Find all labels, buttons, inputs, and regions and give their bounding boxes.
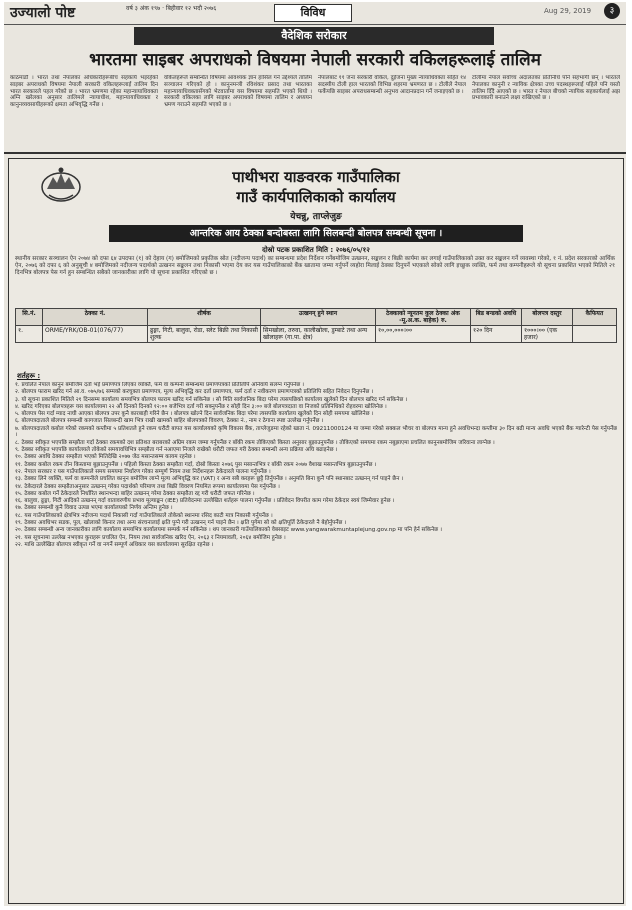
article-headline: भारतमा साइबर अपराधको विषयमा नेपाली सरकारी वकिलहरूलाई तालिम bbox=[89, 50, 541, 70]
table-cell: १२० दिन bbox=[471, 326, 522, 343]
condition-item: ११. ठेक्का कबोल रकम तीन किस्तामा बुझाउनुपर्नेछ । पहिलो किस्ता ठेक्का सम्झौता गर्दा, दोस्रो किस्ता २०७६ पुस मसान्तभित्र र बाँकी रकम २०७७ वैशाख मसान्तभित्र बुझाउनुपर्नेछ । bbox=[15, 461, 377, 468]
column-header: कैफियत bbox=[573, 309, 617, 326]
page-header bbox=[4, 2, 626, 25]
condition-item: ३. यो सूचना प्रकाशित मितिले २१ दिनसम्म कार्यालय समयभित्र बोलपत्र फाराम खरिद गर्न सकिनेछ । सो मिति सार्वजनिक बिदा परेमा त्यसपछिको कार्यालय खुलेको दिन बोलपत्र खरिद गर्न सकिनेछ । bbox=[15, 396, 408, 403]
tender-notice bbox=[8, 158, 624, 904]
condition-item: १८. यस गाउँपालिकाको क्षेत्रभित्र नदीजन्य पदार्थ निकासी गर्दा गाउँपालिकाले तोकेको स्थानमा रसिद काटी मात्र निकासी गर्नुपर्नेछ । bbox=[15, 512, 273, 519]
table-cell: १०००।०० (एक हजार) bbox=[522, 326, 573, 343]
article-body bbox=[10, 75, 620, 147]
condition-item: ८. ठेक्का स्वीकृत भएपछि सम्झौता गर्दा ठेक्का रकमको दश प्रतिशत बराबरको अग्रिम रकम जम्मा गर्नुपर्नेछ र बाँकी रकम तोकिएको किस्ता अनुसार बुझाउनुपर्नेछ । तोकिएको समयमा रकम नबुझाएमा प्रचलित कानुनबमोजिम जरिवाना लाग्नेछ । bbox=[15, 439, 495, 446]
section-banner: वैदेशिक सरोकार bbox=[134, 27, 494, 45]
condition-item: १३. ठेक्का लिने व्यक्ति, फर्म वा कम्पनीले प्रचलित कानुन बमोजिम लाग्ने मूल्य अभिवृद्धि कर (VAT) र अन्य सबै करहरू छुट्टै तिर्नुपर्नेछ । अनुमति बिना कुनै पनि स्थानबाट उत्खनन् गर्न पाइने छैन । bbox=[15, 476, 404, 483]
condition-item: ५. बोलपत्र पेस गर्दा म्याद नाघी आएका बोलपत्र उपर कुनै कारबाही गरिने छैन । बोलपत्र खोल्ने दिन सार्वजनिक बिदा परेमा त्यसपछि कार्यालय खुलेको दिन सोही समयमा खोलिनेछ । bbox=[15, 411, 374, 418]
table-cell: ढुङ्गा, गिटी, बालुवा, रोडा, स्लेट बिक्री तथा निकासी शुल्क bbox=[148, 326, 261, 343]
divider bbox=[4, 152, 626, 154]
condition-item: १०. ठेक्का अवधि ठेक्का सम्झौता भएको मितिदेखि २०७७ जेठ मसान्तसम्म कायम रहनेछ । bbox=[15, 454, 196, 461]
condition-item: १७. ठेक्का सम्बन्धी कुनै विवाद उत्पन्न भएमा कार्यालयको निर्णय अन्तिम हुनेछ । bbox=[15, 505, 173, 512]
table-header-row bbox=[16, 309, 617, 326]
conditions-heading: शर्तहरू : bbox=[17, 372, 41, 380]
newspaper-page bbox=[4, 2, 626, 906]
masthead: उज्यालो पोष्ट bbox=[10, 5, 76, 21]
tender-table bbox=[15, 308, 617, 343]
org-address: येचन्नु, ताप्लेजुङ bbox=[290, 212, 342, 222]
column-header: ठेक्काको न्यूनतम कुल ठेक्का अंक -मू.अ.क. बाहेक) रु. bbox=[376, 309, 471, 326]
condition-item: ६. बोलपत्रदाताले बोलपत्र सम्बन्धी कागजात सिलबन्दी खाम भित्र राखी खामको बाहिर बोलपत्रको विवरण, ठेक्का नं., नाम र ठेगाना स्पष्ट उल्लेख गर्नुपर्नेछ । bbox=[15, 418, 324, 425]
notice-title: आन्तरिक आय ठेक्का बन्दोबस्ता लागि सिलबन्दी बोलपत्र सम्बन्धी सूचना । bbox=[109, 225, 523, 242]
section-label: विविध bbox=[274, 4, 352, 22]
column-header: उत्खनन् हुने स्थान bbox=[261, 309, 376, 326]
table-cell: सिमखोला, तरुवा, कालीखोला, डुम्बाटे तथा अन्य खोलाहरू (गा.पा. क्षेत्र) bbox=[261, 326, 376, 343]
condition-item: १. प्रचलित नेपाल कानुन बमोजिम दर्ता भई प्रमाणपत्र लिएका व्यक्ति, फर्म वा कम्पनी सम्बन्धमा प्रमाणपत्रको प्रतिलिपि अनिवार्य संलग्न गर्नुपर्नेछ । bbox=[15, 382, 305, 388]
condition-item: २०. ठेक्का सम्बन्धी अन्य जानकारीका लागि कार्यालय समयभित्र कार्यालयमा सम्पर्क गर्न सकिनेछ । थप जानकारी गाउँपालिकाको वेबसाइट www.yangwarakmuntaplejung.gov.np मा पनि हेर्न सकिनेछ । bbox=[15, 527, 442, 534]
condition-item: ७. बोलपत्रदाताले कबोल गरेको रकमको कम्तीमा ५ प्रतिशतले हुने रकम धरौटी बापत यस कार्यालयको कृषि विकास बैंक, ताप्लेजुङमा रहेको खाता नं. 09211000124 मा जम्मा गरेको सक्कल भौचर वा बोलपत्र मान्य हुने अवधिभन्दा कम्तीमा ३० दिन बढी मान्य अवधि भएको बैंक ग्यारेन्टी पेस गर्नुपर्नेछ । bbox=[15, 425, 617, 439]
column-header: ठेक्का नं. bbox=[43, 309, 148, 326]
org-name-line1: पाथीभरा याङवरक गाउँपालिका bbox=[232, 168, 400, 186]
article-column: काठमाडौं । भारत तथा नेपालका अधिकारीहरूबीच सहकार्य भइरहेको साइबर अपराधको विषयमा नेपाली सरकारी वकिलहरूलाई तालिम दिन भारत सरकारले पहल गरेको छ । भारत भ्रमणमा रहेका महान्यायाधिवक्ता अग्नि खरेलका अनुसार तालिमले न्यायाधीश, महान्यायाधिवक्ता र कानुनव्यवसायीहरूको क्षमता अभिवृद्धि गर्नेछ । bbox=[10, 75, 158, 109]
table-cell bbox=[573, 326, 617, 343]
condition-item: ४. खरिद गरिएका बोलपत्रहरू यस कार्यालयमा २२ औं दिनको दिनको १२:०० बजेभित्र दर्ता गरी सक्नुपर्नेछ र सोही दिन ३:०० बजे बोलपत्रदाता वा निजको प्रतिनिधिको रोहवरमा खोलिनेछ । bbox=[15, 403, 387, 410]
org-name-line2: गाउँ कार्यपालिकाको कार्यालय bbox=[236, 188, 396, 206]
table-cell: १०,००,०००।०० bbox=[376, 326, 471, 343]
table-cell: ORME/YRK/OB-01(076/77) bbox=[43, 326, 148, 343]
print-date: Aug 29, 2019 bbox=[544, 7, 592, 15]
table-cell: १. bbox=[16, 326, 43, 343]
publication-date: दोस्रो पटक प्रकाशित मिति : २०७६/०५/१२ bbox=[262, 246, 370, 254]
article-column: नेपालबाट ११ जना सरकारी वकिल, दुईजना मुख्य न्यायाधिवक्ता सहित १४ सदस्यीय टोली हाल भारतको विभिन्न शहरमा भ्रमणरत छ । टोलीले नेपाल फर्केपछि साइबर अपराधसम्बन्धी अनुभव आदानप्रदान गर्ने जनाइएको छ । bbox=[318, 75, 466, 95]
condition-item: १४. ठेकेदारले ठेक्का सम्झौताअनुसार उत्खनन् गरेका पदार्थको परिमाण तथा बिक्री विवरण नियमित रूपमा कार्यालयमा पेस गर्नुपर्नेछ । bbox=[15, 483, 280, 490]
condition-item: २. बोलपत्र फाराम खरिद गर्न आ.व. ०७५/७६ सम्मको करचुक्ता प्रमाणपत्र, मूल्य अभिवृद्धि कर दर्ता प्रमाणपत्र, फर्म दर्ता र नवीकरण प्रमाणपत्रको प्रतिलिपि सहित निवेदन दिनुपर्नेछ । bbox=[15, 389, 374, 396]
condition-item: १९. ठेक्का अवधिभर सडक, पुल, खोलाको किनार तथा अन्य संरचनालाई क्षति पुग्ने गरी उत्खनन् गर्न पाइने छैन । क्षति पुगेमा सो को क्षतिपूर्ति ठेकेदारले नै बेहोर्नुपर्नेछ । bbox=[15, 520, 347, 527]
condition-item: १६. बालुवा, ढुङ्गा, गिटी आदिको उत्खनन् गर्दा वातावरणीय प्रभाव मूल्याङ्कन (IEE) प्रतिवेदनमा उल्लेखित शर्तहरू पालना गर्नुपर्नेछ । प्रतिवेदन विपरीत काम गरेमा ठेकेदार स्वयं जिम्मेवार हुनेछ । bbox=[15, 498, 395, 505]
article-column: वकिलहरूले सम्बन्धित विषयमा आवश्यक ज्ञान हासिल गर्ने उद्देश्यले तालिम सञ्चालन गरिएको हो । कानुनमन्त्री रविशंकर प्रसाद तथा भारतका महान्यायाधिवक्तासँगको भेटवार्तामा यस विषयमा सहमति भएको थियो । सरकारी वकिलका लागि साइबर अपराधको विषयमा तालिम र अध्ययन भ्रमण गराउने सहमति भएको छ । bbox=[164, 75, 312, 109]
condition-item: १२. नेपाल सरकार र यस गाउँपालिकाले समय समयमा निर्धारण गरेका सम्पूर्ण नियम तथा निर्देशनहरू ठेकेदारले पालना गर्नुपर्नेछ । bbox=[15, 468, 271, 475]
page-number: ३ bbox=[604, 3, 620, 19]
condition-item: २१. यस सूचनामा उल्लेख नभएका कुराहरू प्रचलित ऐन, नियम तथा सार्वजनिक खरिद ऐन, २०६३ र नियमावली, २०६४ बमोजिम हुनेछ । bbox=[15, 534, 286, 541]
table-row bbox=[16, 326, 617, 343]
condition-item: २२. माथि उल्लेखित बोलपत्र स्वीकृत गर्ने वा नगर्ने सम्पूर्ण अधिकार यस कार्यालयमा सुरक्षित रहनेछ । bbox=[15, 541, 214, 548]
condition-item: १५. ठेक्का कबोल गर्ने ठेकेदारले निर्धारित स्थानभन्दा बाहिर उत्खनन् गरेमा ठेक्का सम्झौता रद्द गरी धरौटी जफत गरिनेछ । bbox=[15, 490, 255, 497]
column-header: बोलपत्र दस्तुर bbox=[522, 309, 573, 326]
condition-item: ९. ठेक्का स्वीकृत भएपछि कार्यालयले तोकेको समयावधिभित्र सम्झौता गर्न नआएमा निजले राखेको धरौटी जफत गरी ठेक्का सम्बन्धी अन्य प्रक्रिया अघि बढाइनेछ । bbox=[15, 447, 338, 454]
conditions-list bbox=[15, 382, 617, 898]
issue-info: वर्ष ३ अंक १९७ · बिहीवार १२ भदौ २०७६ bbox=[126, 5, 217, 12]
column-header: बिड बन्डको अवधि bbox=[471, 309, 522, 326]
article-column: टोलीमा नेपाल सर्वोच्च अदालतका प्रतिनिधि पनि सहभागी छन् । भारतले नेपालका कानुनी र न्यायिक क्षेत्रका उच्च पदस्थहरूलाई पहिले पनि यस्तो तालिम दिँदै आएको छ । भारत र नेपाल बीचको न्यायिक सहकार्यलाई अझ प्रभावकारी बनाउने लक्ष्य राखिएको छ । bbox=[472, 75, 620, 102]
column-header: सि.नं. bbox=[16, 309, 43, 326]
notice-intro: स्थानीय सरकार सञ्चालन ऐन २०७४ को दफा ६४ उपदफा (१) को देहाय (ग) बमोजिमको प्रकृतिक स्रोत (नदीजन्य पदार्थ) का सम्बन्धमा प्रदेश निर्देशन गर्नेबमोजिम उत्खनन, सङ्कलन र बिक्री कार्यमा कर लगाई गाउँपालिकाको उक्त कर सङ्कलन गर्ने व्यवस्था गरेको, १ नं. प्रदेश सरकारको आर्थिक ऐन, २०७६ को दफा ६ को अनुसूची ४ बमोजिमको नदीजन्य पदार्थको उत्खनन सङ्कलन तथा निकासी भएमा देय कर यस गाउँपालिकाको बैंक खातामा जम्मा गर्नुपर्ने व्यहोरा मिलाई ठेक्का दिनुपर्ने भएकाले सोको लागि इच्छुक व्यक्ति, फर्म तथा कम्पनीहरूले यो सूचना प्रकाशित भएको मितिले २१ दिनभित्र बोलपत्र पेस गर्न हुन सम्बन्धित सबैको जानकारीका लागि यो सूचना प्रकाशित गरिएको छ । bbox=[15, 256, 615, 276]
column-header: शीर्षक bbox=[148, 309, 261, 326]
